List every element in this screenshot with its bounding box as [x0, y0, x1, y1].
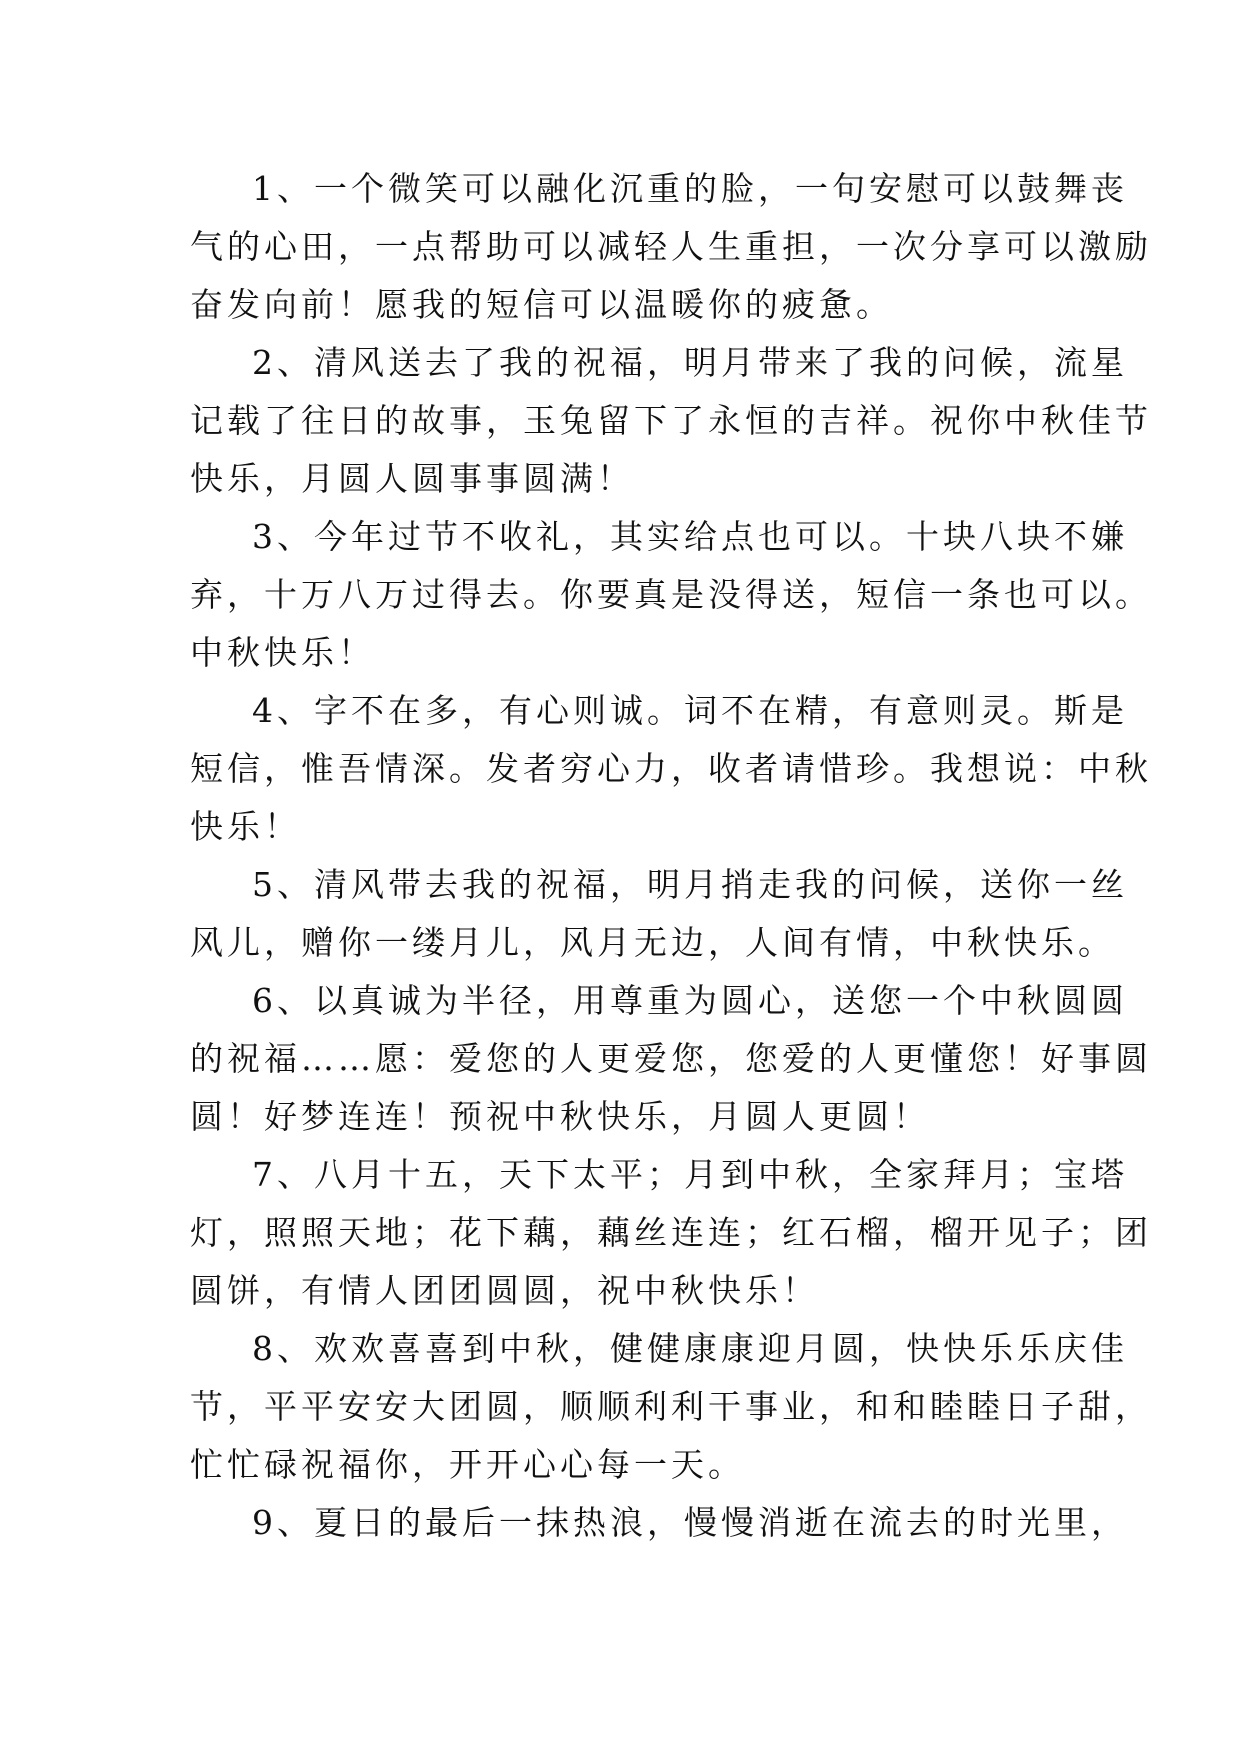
paragraph-line: 8、欢欢喜喜到中秋，健健康康迎月圆，快快乐乐庆佳 [252, 1329, 1128, 1368]
paragraph-line: 9、夏日的最后一抹热浪，慢慢消逝在流去的时光里， [252, 1503, 1128, 1542]
paragraph-line: 7、八月十五，天下太平；月到中秋，全家拜月；宝塔 [252, 1155, 1128, 1194]
paragraph-line: 圆！好梦连连！预祝中秋快乐，月圆人更圆！ [190, 1097, 930, 1136]
paragraph-6 [190, 972, 1152, 1146]
paragraph-line: 风儿，赠你一缕月儿，风月无边，人间有情，中秋快乐。 [190, 923, 1115, 962]
paragraph-4 [190, 682, 1152, 856]
paragraph-line: 6、以真诚为半径，用尊重为圆心，送您一个中秋圆圆 [252, 981, 1128, 1020]
paragraph-2 [190, 334, 1152, 508]
paragraph-line: 圆饼，有情人团团圆圆，祝中秋快乐！ [190, 1271, 819, 1310]
paragraph-line: 节，平平安安大团圆，顺顺利利干事业，和和睦睦日子甜， [190, 1387, 1152, 1426]
paragraph-line: 灯，照照天地；花下藕，藕丝连连；红石榴，榴开见子；团 [190, 1213, 1152, 1252]
paragraph-line: 快乐，月圆人圆事事圆满！ [190, 459, 634, 498]
paragraph-line: 3、今年过节不收礼，其实给点也可以。十块八块不嫌 [252, 517, 1128, 556]
paragraph-line: 快乐！ [190, 807, 301, 846]
paragraph-line: 4、字不在多，有心则诚。词不在精，有意则灵。斯是 [252, 691, 1128, 730]
paragraph-5 [190, 856, 1128, 972]
paragraph-line: 奋发向前！愿我的短信可以温暖你的疲惫。 [190, 285, 893, 324]
paragraph-3 [190, 508, 1152, 682]
paragraph-line: 2、清风送去了我的祝福，明月带来了我的问候，流星 [252, 343, 1128, 382]
paragraph-line: 的祝福……愿：爱您的人更爱您，您爱的人更懂您！好事圆 [190, 1039, 1152, 1078]
paragraph-line: 1、一个微笑可以融化沉重的脸，一句安慰可以鼓舞丧 [252, 169, 1128, 208]
paragraph-line: 忙忙碌祝福你，开开心心每一天。 [190, 1445, 745, 1484]
paragraph-line: 气的心田，一点帮助可以减轻人生重担，一次分享可以激励 [190, 227, 1152, 266]
paragraph-line: 中秋快乐！ [190, 633, 375, 672]
paragraph-line: 5、清风带去我的祝福，明月捎走我的问候，送你一丝 [252, 865, 1128, 904]
paragraph-7 [190, 1146, 1152, 1320]
document-body [190, 160, 1152, 1552]
paragraph-line: 弃，十万八万过得去。你要真是没得送，短信一条也可以。 [190, 575, 1152, 614]
paragraph-9 [190, 1494, 1128, 1552]
paragraph-line: 记载了往日的故事，玉兔留下了永恒的吉祥。祝你中秋佳节 [190, 401, 1152, 440]
paragraph-8 [190, 1320, 1152, 1494]
paragraph-1 [190, 160, 1152, 334]
paragraph-line: 短信，惟吾情深。发者穷心力，收者请惜珍。我想说：中秋 [190, 749, 1152, 788]
